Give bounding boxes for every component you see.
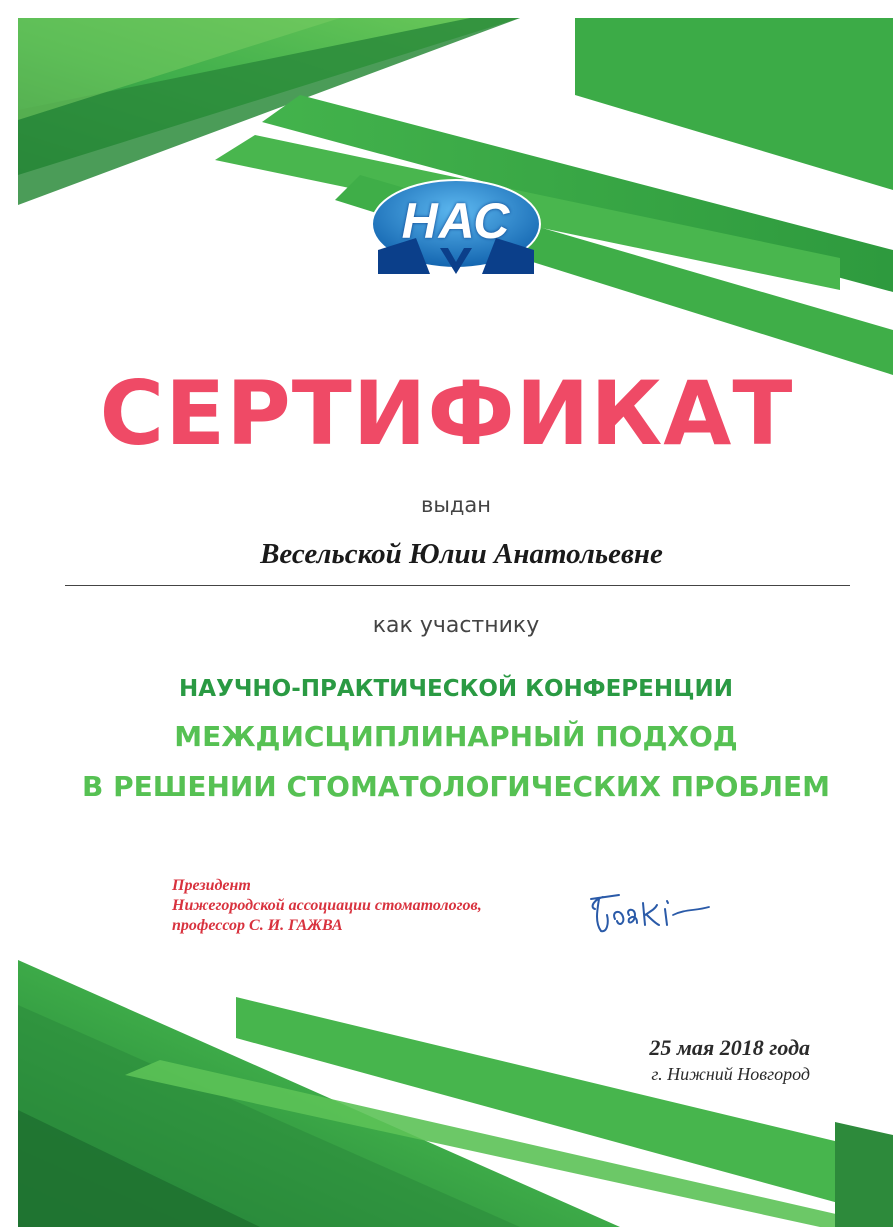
recipient-name: Весельской Юлии Анатольевне <box>260 538 663 570</box>
name-underline <box>65 585 850 586</box>
signatory-organization: Нижегородской ассоциации стоматологов, <box>172 897 482 914</box>
participant-label: как участнику <box>372 613 540 638</box>
signatory-name: профессор С. И. ГАЖВА <box>172 917 343 934</box>
issued-label: выдан <box>420 493 492 517</box>
certificate-title: СЕРТИФИКАТ <box>99 362 794 465</box>
conference-title-line2: В РЕШЕНИИ СТОМАТОЛОГИЧЕСКИХ ПРОБЛЕМ <box>81 770 831 803</box>
logo-text: НАС <box>401 193 511 249</box>
signatory-position: Президент <box>172 877 251 894</box>
certificate-date: 25 мая 2018 года <box>649 1035 810 1060</box>
association-logo <box>370 178 542 276</box>
handwritten-signature <box>585 885 715 940</box>
certificate-city: г. Нижний Новгород <box>651 1064 810 1084</box>
conference-type: НАУЧНО-ПРАКТИЧЕСКОЙ КОНФЕРЕНЦИИ <box>179 676 733 702</box>
signatory-block <box>172 876 482 936</box>
conference-title-line1: МЕЖДИСЦИПЛИНАРНЫЙ ПОДХОД <box>174 720 738 753</box>
